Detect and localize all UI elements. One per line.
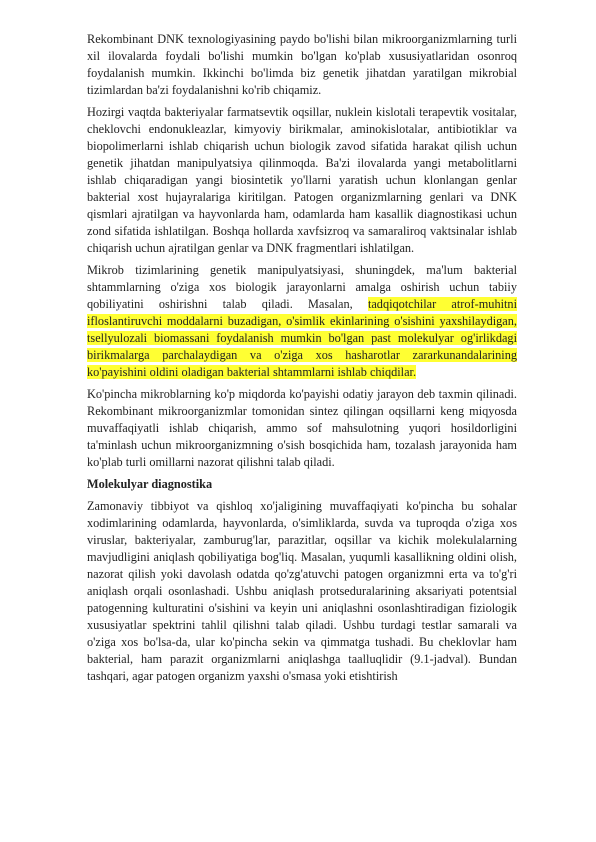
paragraph-3 xyxy=(87,262,517,381)
document-page xyxy=(87,31,517,690)
section-heading: Molekulyar diagnostika xyxy=(87,477,213,491)
paragraph-3-text: Mikrob tizimlarining genetik manipulyatsiyasi, shuningdek, ma'lum bakterial shtammlarning o'ziga xos biologik jarayonlarni amalga oshirish uchun tabiiy qobiliyatini oshirishni talab qiladi. Masalan, xyxy=(87,263,517,311)
paragraph-5: Zamonaviy tibbiyot va qishloq xo'jaligining muvaffaqiyati ko'pincha bu sohalar xodimlarining odamlarda, hayvonlarda, o'simliklarda, suvda va tuproqda o'ziga xos viruslar, bakteriyalar, zamburug'lar, parazitlar, oqsillar va kichik molekulalarning mavjudligini aniqlash qobiliyatiga bog'liq. Masalan, yuqumli kasallikning oldini olish, nazorat qilish yoki davolash odatda qo'zg'atuvchi patogen organizmni erta va to'g'ri aniqlash orqali osonlashadi. Ushbu aniqlash protseduralarining aksariyati potentsial patogenning kulturatini o'sishini va keyin uni aniqlashni osonlashtiradigan fiziologik xususiyatlar spektrini tahlil qilishni talab qiladi. Ushbu turdagi testlar samarali va o'ziga xos bo'lsa-da, ular ko'pincha sekin va qimmatga tushadi. Bu cheklovlar ham bakterial, ham parazit organizmlarni aniqlashga taalluqlidir (9.1-jadval). Bundan tashqari, agar patogen organizm yaxshi o'smasa yoki etishtirish xyxy=(87,499,517,683)
paragraph-2: Hozirgi vaqtda bakteriyalar farmatsevtik oqsillar, nuklein kislotali terapevtik vositalar, cheklovchi endonukleazlar, kimyoviy birikmalar, aminokislotalar, antibiotiklar va biopolimerlarni ishlab chiqarish uchun biologik zavod sifatida harakat qilish uchun genetik jihatdan manipulyatsiya qilinmoqda. Ba'zi ilovalarda yangi metabolitlarni ishlab chiqaradigan yangi biosintetik yo'llarni yaratish uchun klonlangan genlar bakterial xost hujayralariga kiritilgan. Patogen organizmlarning genlari va DNK qismlari ajratilgan va hayvonlarda ham, odamlarda ham kasallik diagnostikasi uchun zond sifatida ishlatilgan. Boshqa hollarda xavfsizroq va samaraliroq vaktsinalar ishlab chiqarish uchun ajratilgan genlar va DNK fragmentlari ishlatilgan. xyxy=(87,105,517,255)
paragraph-4: Ko'pincha mikroblarning ko'p miqdorda ko'payishi odatiy jarayon deb taxmin qilinadi. Rekombinant mikroorganizmlar tomonidan sintez qilingan oqsillarni keng miqyosda muvaffaqiyatli ishlab chiqarish, ammo sof mahsulotning yuqori hosildorligini ta'minlash uchun mikroorganizmning o'sish bosqichida ham, tozalash jarayonida ham ko'plab turli omillarni nazorat qilishni talab qiladi. xyxy=(87,387,517,469)
highlighted-text: tadqiqotchilar atrof-muhitni ifloslantiruvchi moddalarni buzadigan, o'simlik ekinlarining o'sishini yaxshilaydigan, tsellyulozali biomassani foydalanish mumkin bo'lgan past molekulyar og'irlikdagi birikmalarga parchalaydigan va o'ziga xos hasharotlar zararkunandalarining ko'payishini oldini oladigan bakterial shtammlarni ishlab chiqdilar. xyxy=(87,297,518,379)
paragraph-1: Rekombinant DNK texnologiyasining paydo bo'lishi bilan mikroorganizmlarning turli xil ilovalarda foydali bo'lishi mumkin bo'lgan ko'plab xususiyatlaridan osonroq foydalanish mumkin. Ikkinchi bo'limda biz genetik jihatdan yaratilgan mikrobial tizimlardan ba'zi foydalanishni ko'rib chiqamiz. xyxy=(87,32,517,97)
